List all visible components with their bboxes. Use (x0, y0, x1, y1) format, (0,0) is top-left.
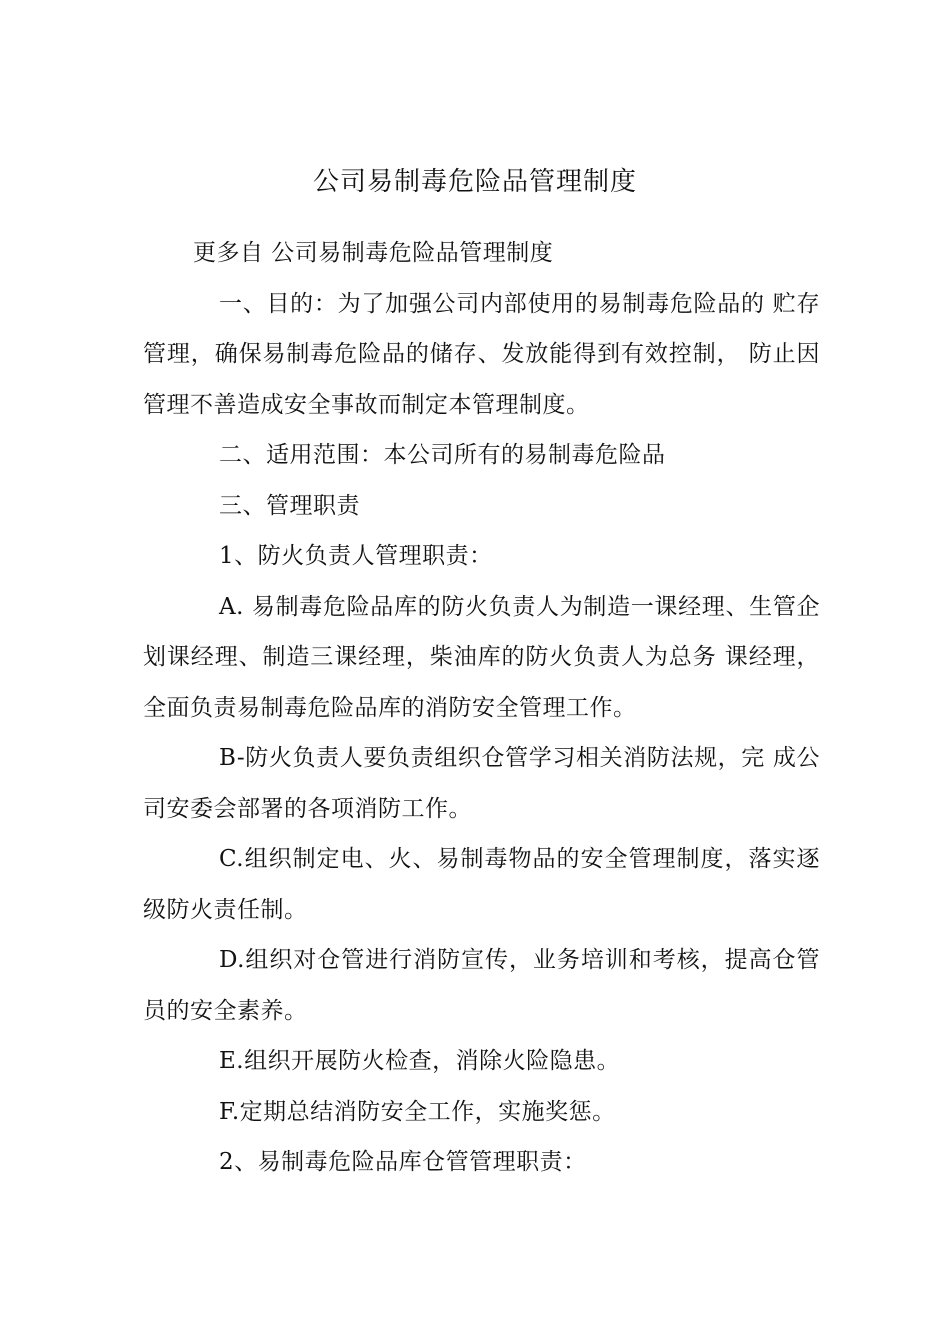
item-b-paragraph: B-防火负责人要负责组织仓管学习相关消防法规，完 成公司安委会部署的各项消防工作。 (143, 745, 820, 822)
responsibilities-heading: 三、管理职责 (219, 492, 360, 519)
item-d-paragraph: D.组织对仓管进行消防宣传，业务培训和考核，提高仓管员的安全素养。 (143, 947, 820, 1024)
intro-paragraph: 更多自 公司易制毒危险品管理制度 (193, 240, 554, 266)
item-e-paragraph: E.组织开展防火检查，消除火险隐患。 (219, 1048, 621, 1074)
item-c-paragraph: C.组织制定电、火、易制毒物品的安全管理制度，落实逐级防火责任制。 (143, 846, 820, 923)
fire-officer-heading: 1、防火负责人管理职责： (219, 543, 493, 569)
warehouse-keeper-heading: 2、易制毒危险品库仓管管理职责： (219, 1149, 587, 1175)
item-a-paragraph: A. 易制毒危险品库的防火负责人为制造一课经理、生管企划课经理、制造三课经理，柴油库的防火负责人为总务 课经理，全面负责易制毒危险品库的消防安全管理工作。 (143, 593, 820, 721)
purpose-paragraph: 一、目的：为了加强公司内部使用的易制毒危险品的 贮存管理，确保易制毒危险品的储存、发放能得到有效控制， 防止因管理不善造成安全事故而制定本管理制度。 (143, 290, 820, 418)
document-title: 公司易制毒危险品管理制度 (312, 167, 637, 197)
item-f-paragraph: F.定期总结消防安全工作，实施奖惩。 (219, 1098, 616, 1125)
scope-paragraph: 二、适用范围：本公司所有的易制毒危险品 (219, 442, 666, 468)
document-body (143, 228, 820, 1188)
